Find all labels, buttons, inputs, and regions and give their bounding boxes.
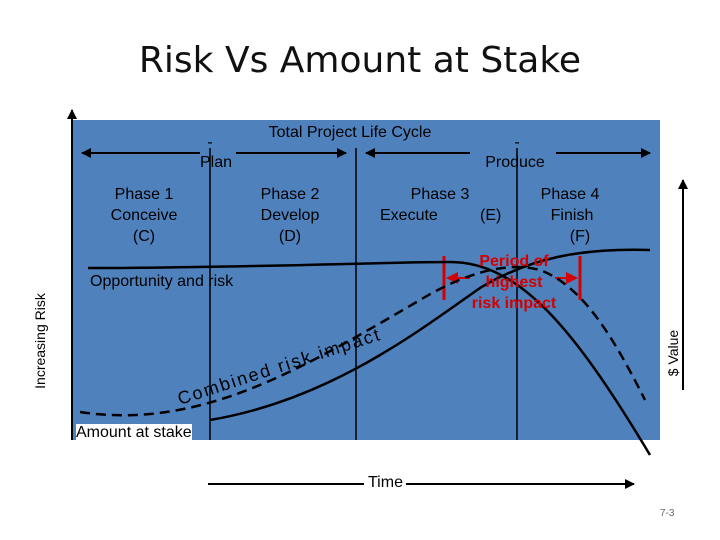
lifecycle-label: Total Project Life Cycle (268, 124, 432, 141)
phase-4-line2: Finish (550, 207, 594, 224)
time-label: Time (368, 474, 403, 491)
phase-1-line3: (C) (132, 228, 156, 245)
phase-1-line1: Phase 1 (114, 186, 174, 203)
period-label-line3: risk impact (471, 295, 557, 312)
phase-4-line3: (F) (569, 228, 591, 245)
phase-3-line1: Phase 3 (410, 186, 470, 203)
plan-label: Plan (199, 154, 233, 171)
phase-2-line2: Develop (260, 207, 320, 224)
increasing-risk-label: Increasing Risk (31, 293, 48, 389)
opportunity-label: Opportunity and risk (90, 273, 234, 290)
combined-risk-label: Combined risk impact (175, 323, 384, 409)
phase-2-line3: (D) (278, 228, 302, 245)
plan-dash: - (207, 134, 213, 151)
phase-3-line3: (E) (480, 207, 502, 224)
page-number: 7-3 (660, 508, 675, 519)
period-label-line1: Period of (479, 253, 549, 270)
value-label: $ Value (665, 329, 682, 377)
amount-at-stake-label: Amount at stake (76, 424, 192, 441)
phase-1-line2: Conceive (110, 207, 178, 224)
produce-dash: - (514, 134, 520, 151)
produce-label: Produce (485, 154, 545, 171)
period-label-line2: highest (485, 274, 543, 291)
phase-4-line1: Phase 4 (540, 186, 600, 203)
phase-2-line1: Phase 2 (260, 186, 320, 203)
phase-3-line2: Execute (380, 207, 438, 224)
page-title: Risk Vs Amount at Stake (138, 40, 582, 81)
